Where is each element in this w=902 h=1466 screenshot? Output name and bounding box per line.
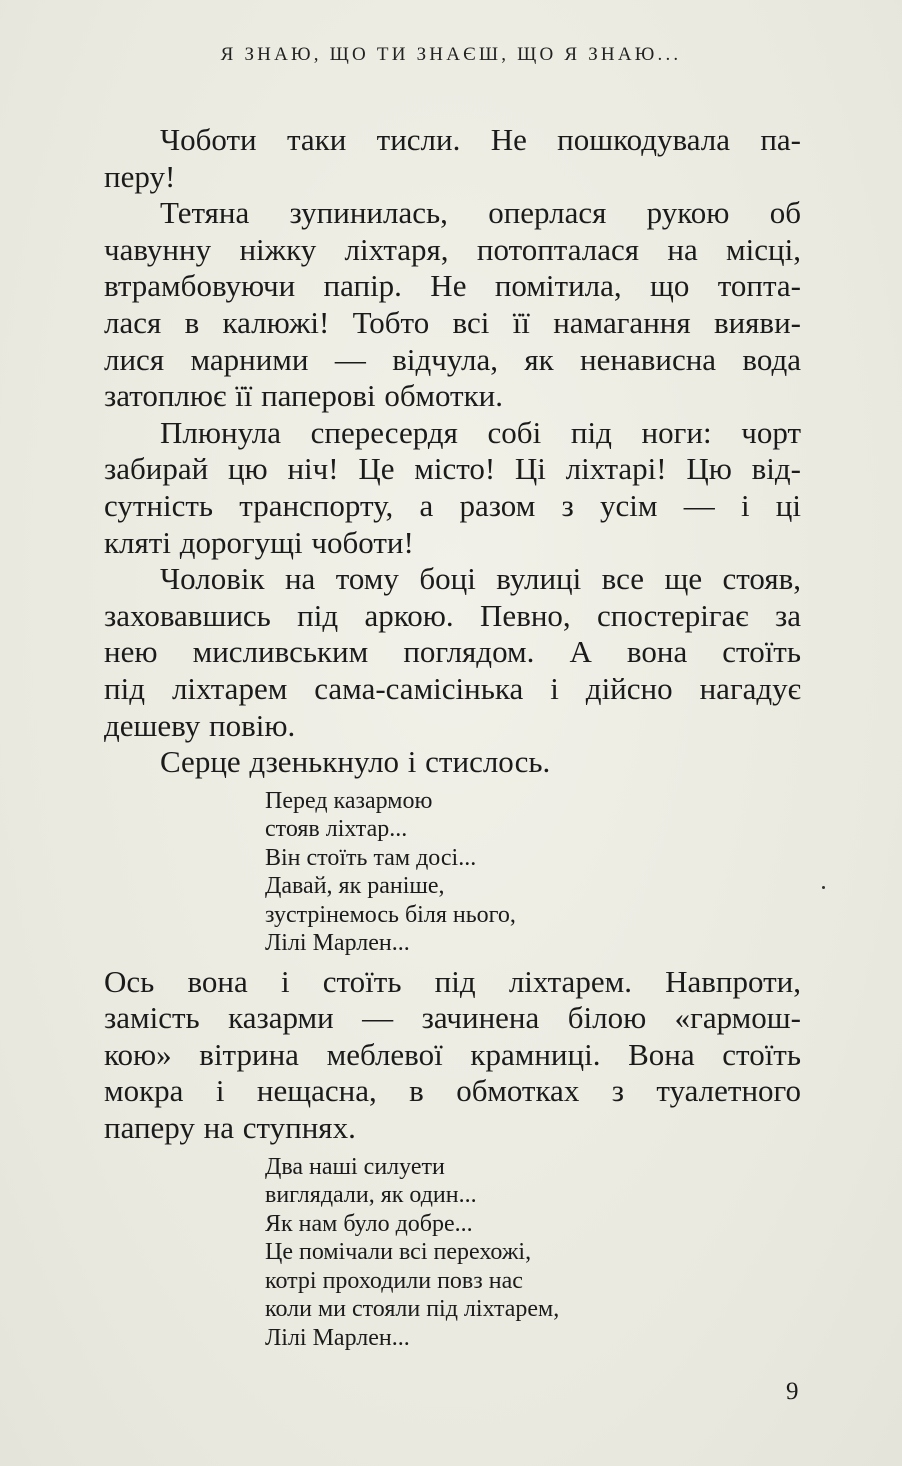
text-line: перу! xyxy=(104,158,176,194)
text-line: Чоботи таки тисли. Не пошкодувала па- xyxy=(160,122,801,157)
text-line: кляті дорогущі чоботи! xyxy=(104,524,414,560)
page-number: 9 xyxy=(786,1378,799,1405)
text-line: лися марними — відчула, як ненависна вода xyxy=(104,341,801,377)
text-line: кою» вітрина меблевої крамниці. Вона стоїть xyxy=(104,1036,801,1072)
verse-line: Два наші силуети xyxy=(265,1153,445,1180)
verse-line: стояв ліхтар... xyxy=(265,816,408,843)
verse-line: Він стоїть там досі... xyxy=(265,844,477,871)
text-line: Чоловік на тому боці вулиці все ще стояв, xyxy=(160,561,801,597)
text-line: втрамбовуючи папір. Не помітила, що топта- xyxy=(104,268,801,304)
page-body xyxy=(104,122,801,1358)
verse-line: Лілі Марлен... xyxy=(265,930,410,957)
text-line: лася в калюжі! Тобто всі її намагання вияви- xyxy=(104,304,801,340)
paragraph xyxy=(104,415,801,561)
verse-line: Давай, як раніше, xyxy=(265,873,445,900)
text-line: Серце дзенькнуло і стислось. xyxy=(160,744,551,780)
text-line: дешеву повію. xyxy=(104,707,296,743)
verse-line: котрі проходили повз нас xyxy=(265,1267,523,1294)
paragraph xyxy=(104,744,801,781)
verse-line: коли ми стояли під ліхтарем, xyxy=(265,1296,560,1323)
verse-block xyxy=(265,787,801,958)
text-line: сутність транспорту, а разом з усім — і ці xyxy=(104,487,801,523)
text-line: затоплює її паперові обмотки. xyxy=(104,378,504,414)
paragraph xyxy=(104,561,801,744)
text-line: Тетяна зупинилась, оперлася рукою об xyxy=(160,195,801,231)
paragraph xyxy=(104,122,801,195)
print-speck xyxy=(822,886,825,889)
text-line: під ліхтарем сама-самісінька і дійсно нагадує xyxy=(104,670,801,706)
text-line: Ось вона і стоїть під ліхтарем. Навпроти, xyxy=(104,963,801,999)
text-line: чавунну ніжку ліхтаря, потопталася на місці, xyxy=(104,231,801,267)
paragraph xyxy=(104,195,801,415)
verse-line: виглядали, як один... xyxy=(265,1182,477,1209)
text-line: забирай цю ніч! Це місто! Ці ліхтарі! Цю від- xyxy=(104,451,801,487)
verse-line: зустрінемось біля нього, xyxy=(265,901,516,928)
text-line: паперу на ступнях. xyxy=(104,1110,356,1146)
verse-block xyxy=(265,1153,801,1353)
paragraph xyxy=(104,964,801,1147)
running-head: Я ЗНАЮ, ЩО ТИ ЗНАЄШ, ЩО Я ЗНАЮ... xyxy=(220,44,682,65)
text-line: мокра і нещасна, в обмотках з туалетного xyxy=(104,1073,801,1109)
text-line: замість казарми — зачинена білою «гармош- xyxy=(104,1000,801,1036)
verse-line: Перед казармою xyxy=(265,787,433,814)
text-line: нею мисливським поглядом. А вона стоїть xyxy=(104,634,801,670)
verse-line: Це помічали всі перехожі, xyxy=(265,1239,532,1266)
text-line: заховавшись під аркою. Певно, спостерігає за xyxy=(104,597,801,633)
text-line: Плюнула спересердя собі під ноги: чорт xyxy=(160,414,801,450)
verse-line: Як нам було добре... xyxy=(265,1210,473,1237)
verse-line: Лілі Марлен... xyxy=(265,1324,410,1351)
